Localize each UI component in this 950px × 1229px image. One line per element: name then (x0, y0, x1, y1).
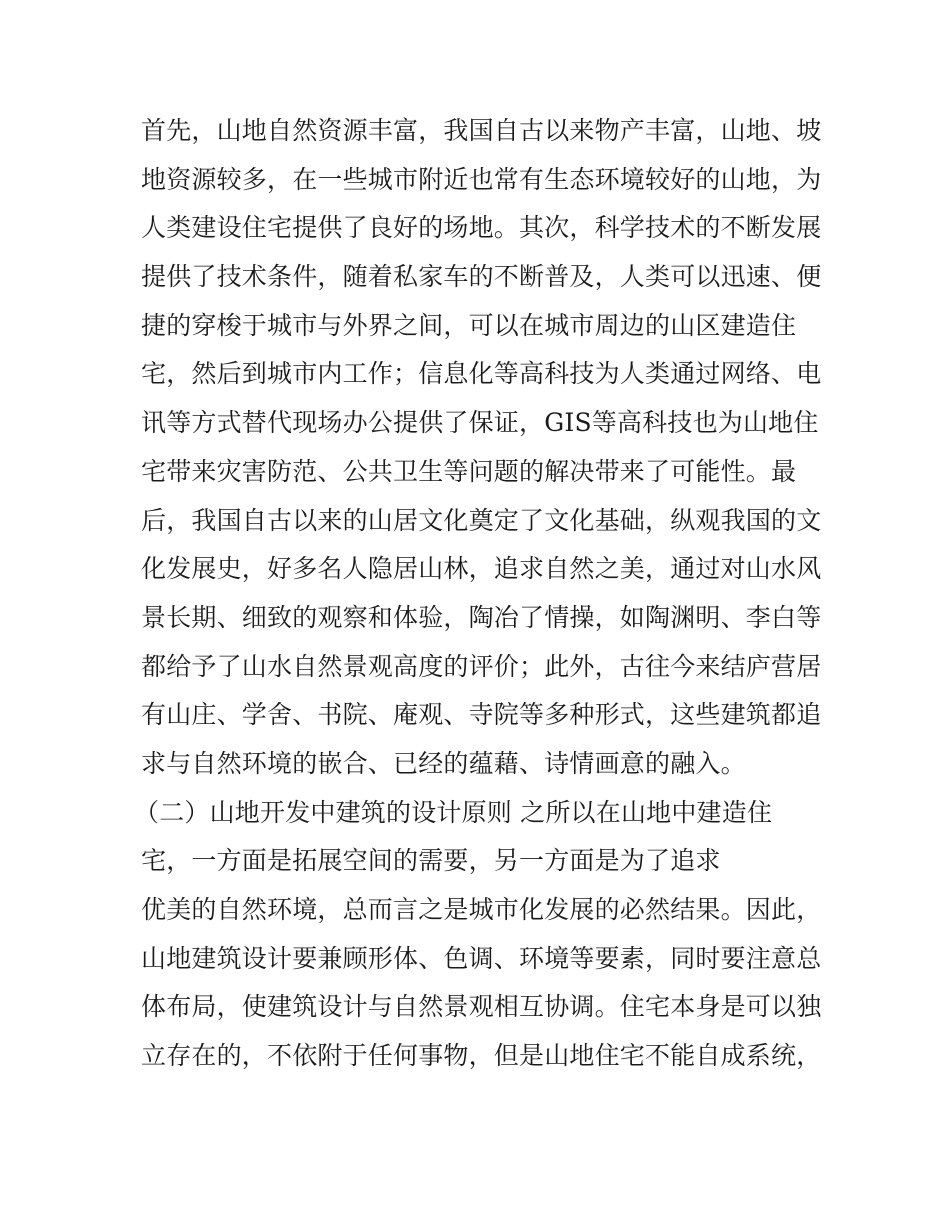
text-line: 讯等方式替代现场办公提供了保证，GIS等高科技也为山地住 (141, 408, 819, 438)
text-line: 人类建设住宅提供了良好的场地。其次，科学技术的不断发展 (141, 213, 822, 243)
text-line: 提供了技术条件，随着私家车的不断普及，人类可以迅速、便 (141, 262, 822, 292)
text-line: 体布局，使建筑设计与自然景观相互协调。住宅本身是可以独 (141, 992, 822, 1022)
text-line: 地资源较多，在一些城市附近也常有生态环境较好的山地，为 (141, 164, 822, 194)
text-line: 景长期、细致的观察和体验，陶冶了情操，如陶渊明、李白等 (141, 602, 822, 632)
body-text (134, 107, 822, 1081)
text-line: 宅带来灾害防范、公共卫生等问题的解决带来了可能性。最 (141, 456, 797, 486)
text-line: 化发展史，好多名人隐居山林，追求自然之美，通过对山水风 (141, 554, 822, 584)
text-line: 山地建筑设计要兼顾形体、色调、环境等要素，同时要注意总 (141, 943, 822, 973)
text-line: 优美的自然环境，总而言之是城市化发展的必然结果。因此， (141, 895, 822, 924)
text-line: 都给予了山水自然景观高度的评价；此外，古往今来结庐营居 (141, 651, 822, 681)
text-line: 有山庄、学舍、书院、庵观、寺院等多种形式，这些建筑都追 (141, 700, 822, 730)
section-heading-line: （二）山地开发中建筑的设计原则 之所以在山地中建造住 (134, 797, 773, 827)
text-line: 首先，山地自然资源丰富，我国自古以来物产丰富，山地、坡 (141, 116, 822, 145)
text-line: 后，我国自古以来的山居文化奠定了文化基础，纵观我国的文 (141, 505, 822, 535)
text-line: 捷的穿梭于城市与外界之间，可以在城市周边的山区建造住 (141, 310, 797, 340)
text-line: 宅，然后到城市内工作；信息化等高科技为人类通过网络、电 (141, 359, 822, 389)
text-line: 宅，一方面是拓展空间的需要，另一方面是为了追求 (141, 846, 721, 876)
text-line: 立存在的，不依附于任何事物，但是山地住宅不能自成系统， (141, 1041, 822, 1071)
text-line: 求与自然环境的嵌合、已经的蕴藉、诗情画意的融入。 (141, 748, 746, 778)
